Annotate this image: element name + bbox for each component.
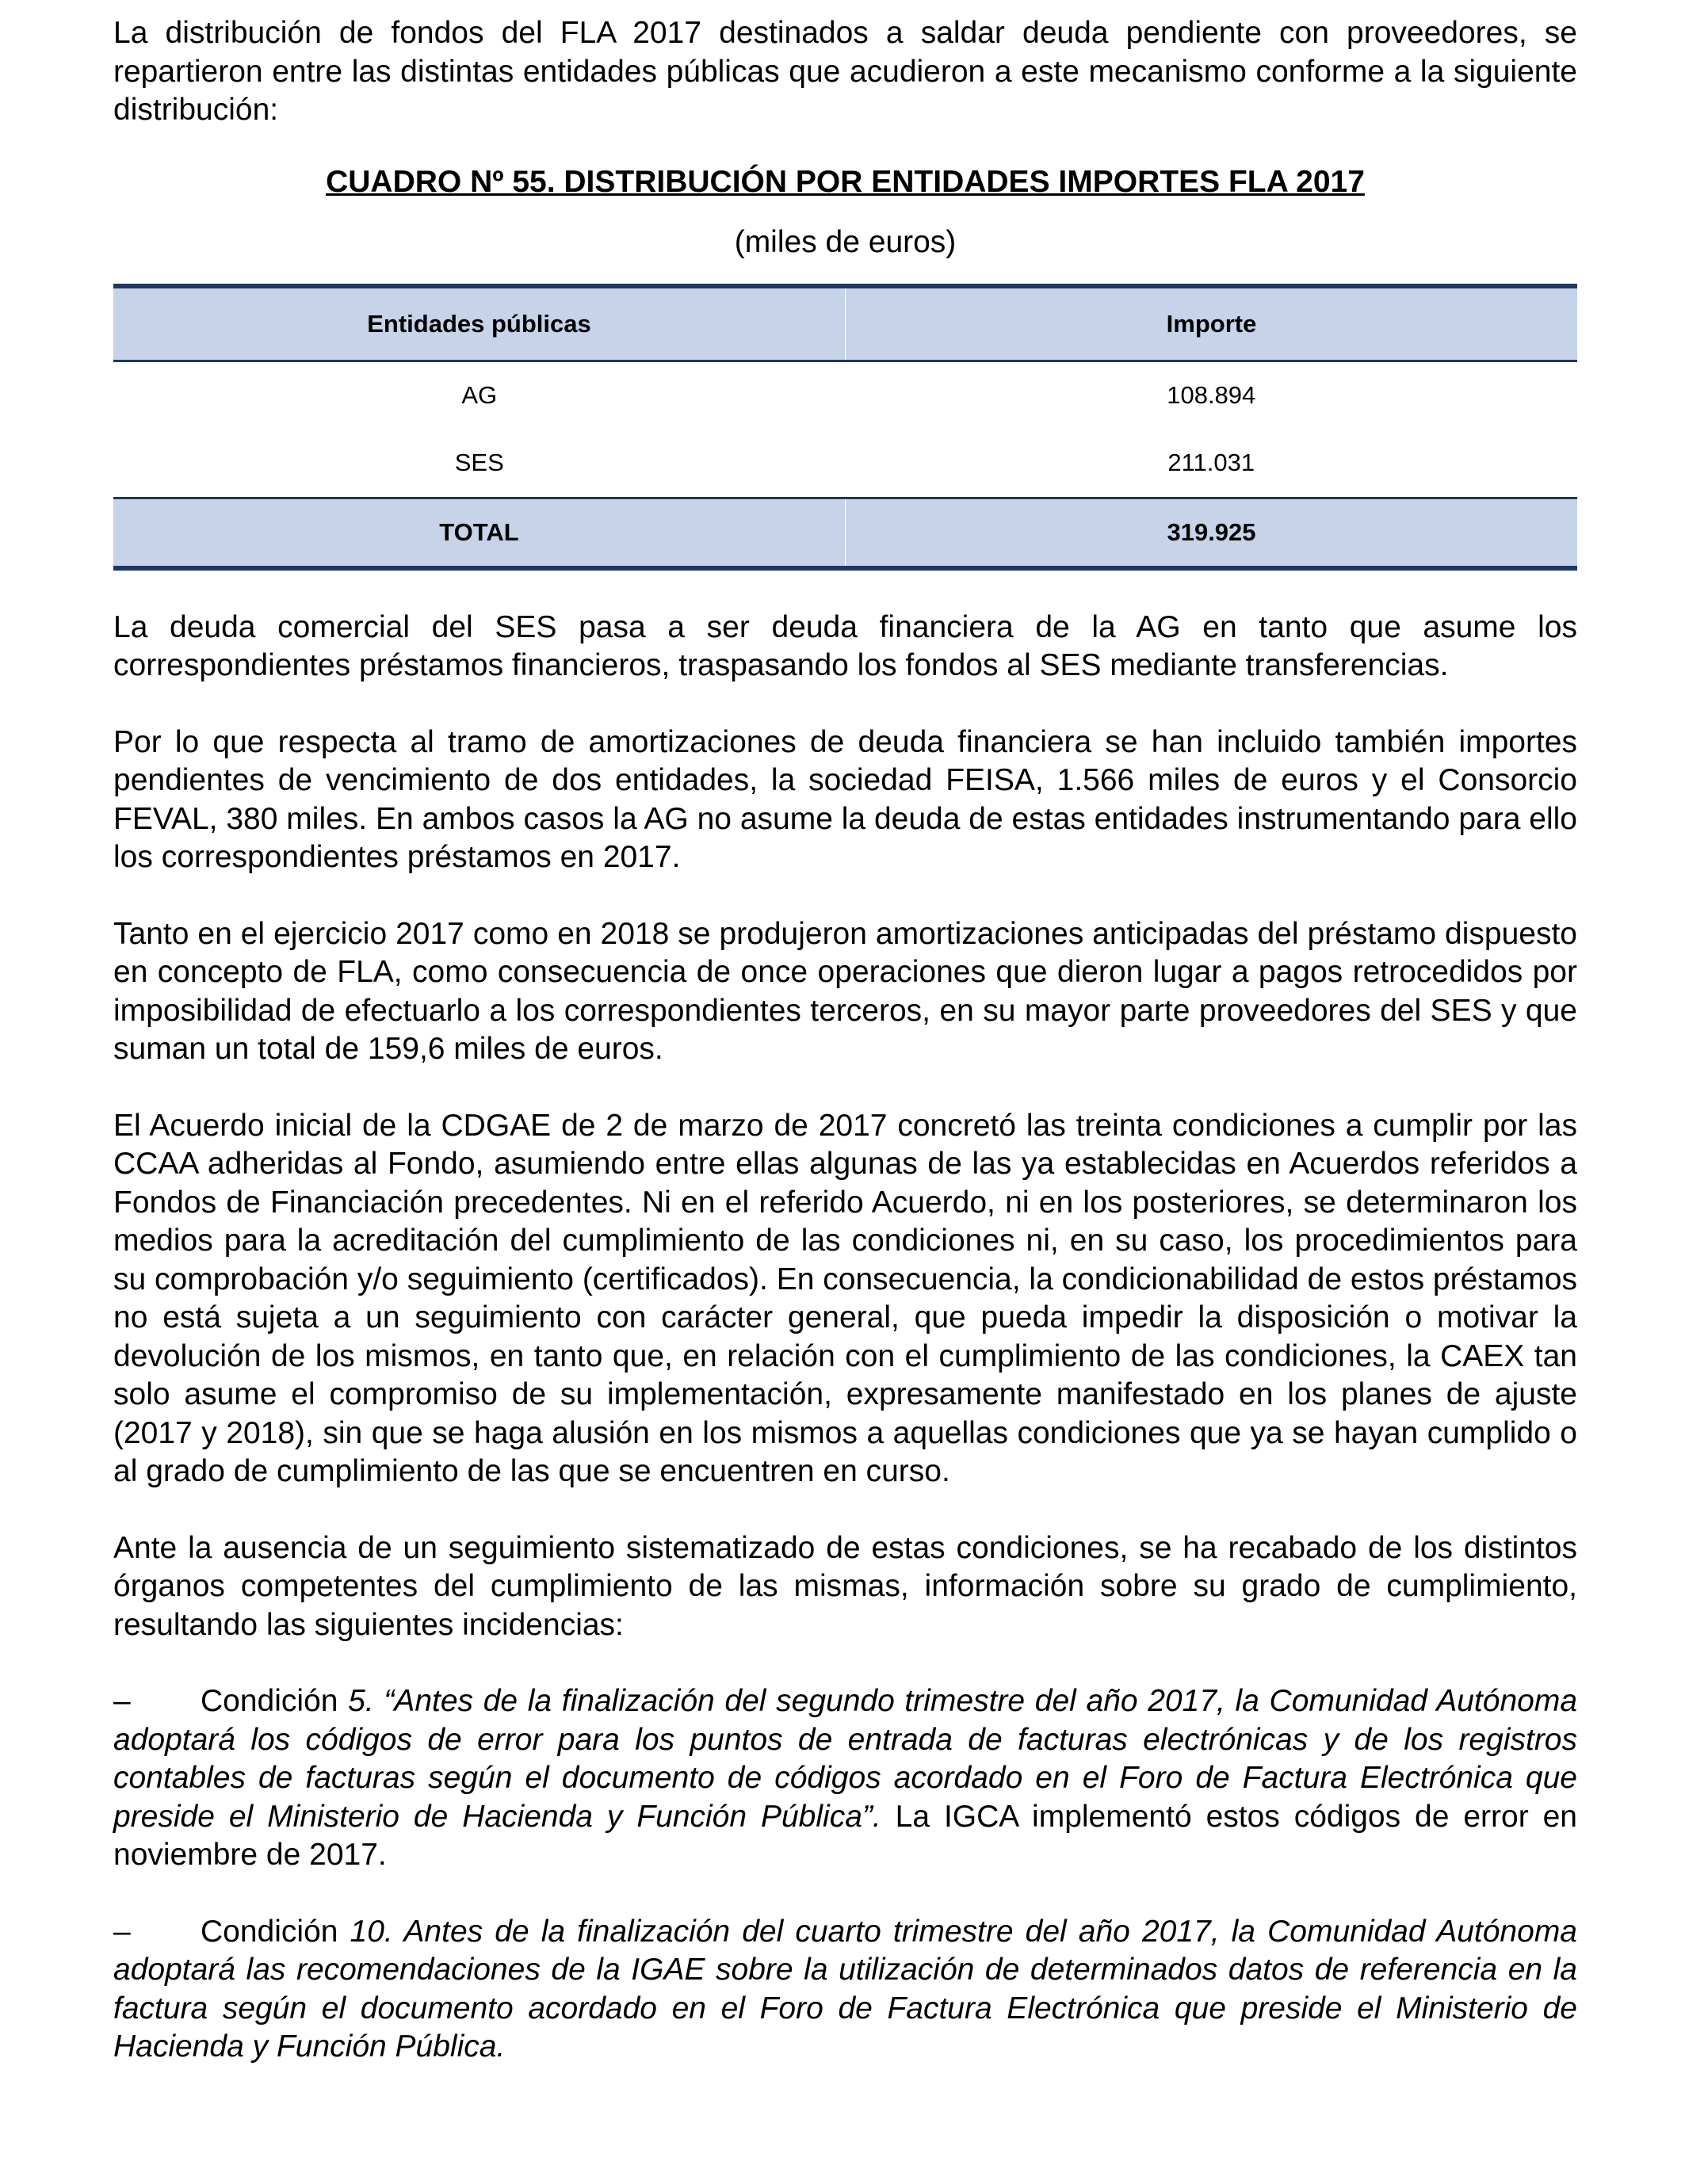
table-header-row <box>113 286 1577 361</box>
cell-entity: SES <box>454 449 504 476</box>
paragraph-amortization: Por lo que respecta al tramo de amortizaciones de deuda financiera se han incluido también importes pendientes de vencimiento de dos entidades, la sociedad FEISA, 1.566 miles de euros y el Consorcio FEVAL, 380 miles. En ambos casos la AG no asume la deuda de estas entidades instrumentando para ello los correspondientes préstamos en 2017. <box>113 724 1577 874</box>
cell-entity: AG <box>461 381 498 409</box>
list-item-condition-10 <box>113 1913 1577 2067</box>
distribution-table <box>113 284 1577 571</box>
dash-bullet: – <box>113 1684 131 1718</box>
table-row <box>113 361 1577 430</box>
document-page <box>113 14 1577 2067</box>
table-title: CUADRO Nº 55. DISTRIBUCIÓN POR ENTIDADES IMPORTES FLA 2017 <box>326 164 1365 199</box>
paragraph-ses-debt: La deuda comercial del SES pasa a ser deuda financiera de la AG en tanto que asume los correspondientes préstamos financieros, traspasando los fondos al SES mediante transferencias. <box>113 609 1577 682</box>
table-row <box>113 430 1577 498</box>
condition-note: La IGCA implementó estos códigos de error en noviembre de 2017. <box>113 1799 1577 1872</box>
paragraph-incidences: Ante la ausencia de un seguimiento sistematizado de estas condiciones, se ha recabado de los distintos órganos competentes del cumplimiento de las mismas, información sobre su grado de cumplimiento, resultando las siguientes incidencias: <box>113 1530 1577 1642</box>
table-total-row <box>113 498 1577 568</box>
cell-amount: 108.894 <box>1167 381 1256 409</box>
header-entities: Entidades públicas <box>113 286 846 361</box>
total-amount: 319.925 <box>846 498 1578 568</box>
condition-quote: 10. Antes de la finalización del cuarto trimestre del año 2017, la Comunidad Autónoma adoptará las recomendaciones de la IGAE sobre la utilización de determinados datos de referencia en la factura según el documento acordado en el Foro de Factura Electrónica que preside el Ministerio de Hacienda y Función Pública. <box>113 1914 1577 2064</box>
header-amount: Importe <box>846 286 1578 361</box>
paragraph-anticipated: Tanto en el ejercicio 2017 como en 2018 se produjeron amortizaciones anticipadas del préstamo dispuesto en concepto de FLA, como consecuencia de once operaciones que dieron lugar a pagos retrocedidos por imposibilidad de efectuarlo a los correspondientes terceros, en su mayor parte proveedores del SES y que suman un total de 159,6 miles de euros. <box>113 916 1577 1066</box>
condition-lead: Condición <box>201 1914 350 1949</box>
table-subtitle: (miles de euros) <box>734 224 957 259</box>
condition-quote: 5. “Antes de la finalización del segundo trimestre del año 2017, la Comunidad Autónoma adoptará los códigos de error para los puntos de entrada de facturas electrónicas y de los registros contables de facturas según el documento de códigos acordado en el Foro de Factura Electrónica que preside el Ministerio de Hacienda y Función Pública”. <box>113 1684 1578 1834</box>
list-item-condition-5 <box>113 1682 1577 1875</box>
paragraph-agreement: El Acuerdo inicial de la CDGAE de 2 de marzo de 2017 concretó las treinta condiciones a cumplir por las CCAA adheridas al Fondo, asumiendo entre ellas algunas de las ya establecidas en Acuerdos referidos a Fondos de Financiación precedentes. Ni en el referido Acuerdo, ni en los posteriores, se determinaron los medios para la acreditación del cumplimiento de las condiciones ni, en su caso, los procedimientos para su comprobación y/o seguimiento (certificados). En consecuencia, la condicionabilidad de estos préstamos no está sujeta a un seguimiento con carácter general, que pueda impedir la disposición o motivar la devolución de los mismos, en tanto que, en relación con el cumplimiento de las condiciones, la CAEX tan solo asume el compromiso de su implementación, expresamente manifestado en los planes de ajuste (2017 y 2018), sin que se haga alusión en los mismos a aquellas condiciones que ya se hayan cumplido o al grado de cumplimiento de las que se encuentren en curso. <box>113 1108 1577 1488</box>
dash-bullet: – <box>113 1914 131 1949</box>
intro-paragraph: La distribución de fondos del FLA 2017 destinados a saldar deuda pendiente con proveedores, se repartieron entre las distintas entidades públicas que acudieron a este mecanismo conforme a la siguiente distribución: <box>113 16 1577 127</box>
total-label: TOTAL <box>113 498 846 568</box>
cell-amount: 211.031 <box>1167 449 1255 476</box>
condition-lead: Condición <box>201 1684 349 1718</box>
